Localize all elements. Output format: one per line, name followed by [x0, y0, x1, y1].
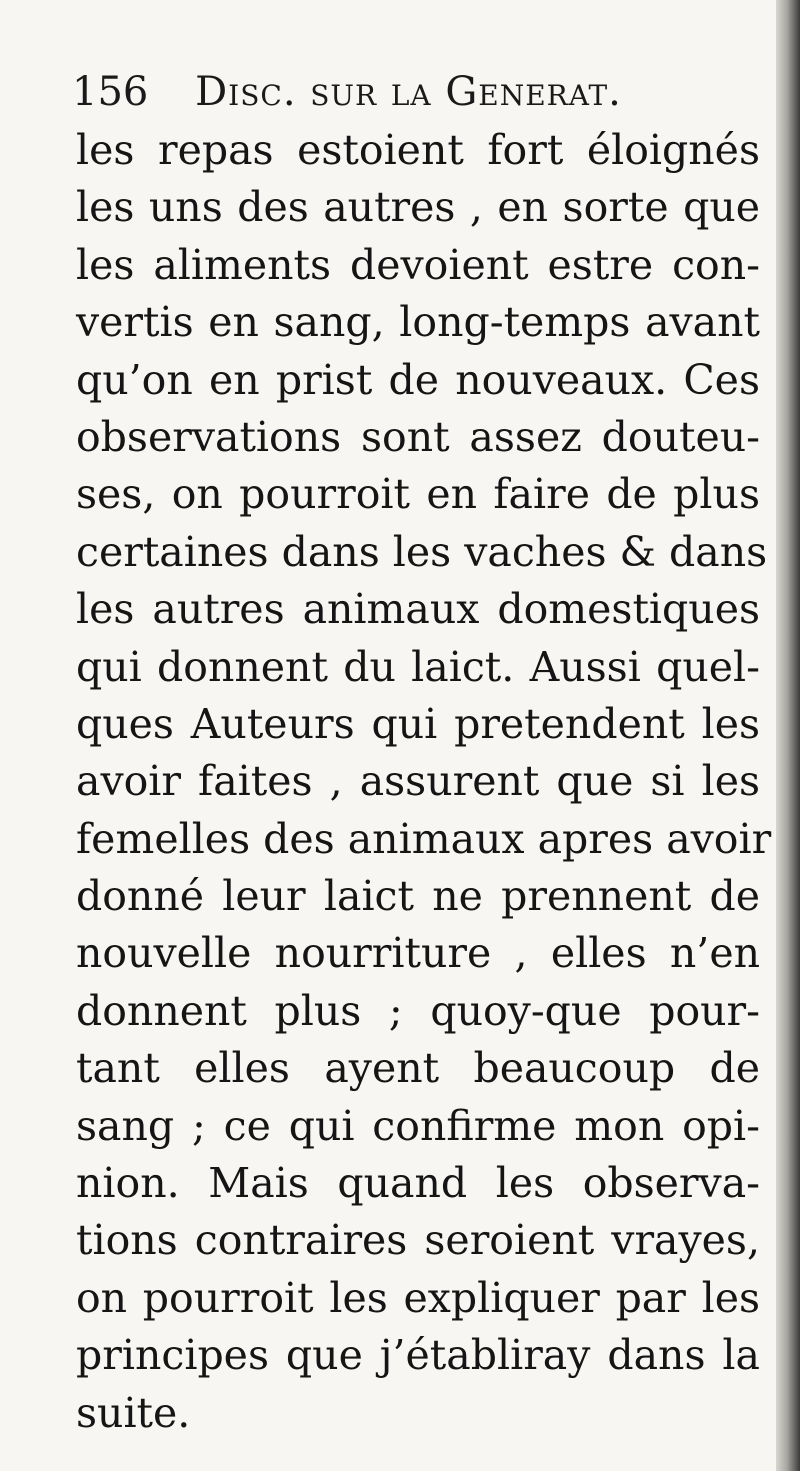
page-number: 156: [72, 69, 149, 115]
page-header: [72, 62, 752, 122]
text-line: qu’on en prist de nouveaux. Ces: [76, 355, 760, 404]
body-text: [76, 122, 772, 1442]
text-line: suite.: [76, 1388, 191, 1437]
text-line: donnent plus ; quoy-que pour-: [76, 986, 760, 1035]
text-line: nion. Mais quand les observa-: [76, 1159, 760, 1208]
text-line: avoir faites , assurent que si les: [76, 757, 760, 806]
text-line: les repas estoient fort éloignés: [76, 126, 760, 174]
text-line: observations sont assez douteu-: [76, 412, 760, 461]
text-line: les aliments devoient estre con-: [76, 240, 760, 289]
text-line: sang ; ce qui confirme mon opi-: [76, 1101, 760, 1150]
text-line: nouvelle nourriture , elles n’en: [76, 929, 760, 978]
running-title: Disc. sur la Generat.: [195, 69, 622, 115]
text-line: les autres animaux domestiques: [76, 585, 760, 634]
text-line: qui donnent du laict. Aussi quel-: [76, 642, 760, 691]
text-line: tant elles ayent beaucoup de: [76, 1044, 760, 1093]
text-line: femelles des animaux apres avoir: [76, 814, 772, 863]
text-line: ses, on pourroit en faire de plus: [76, 470, 760, 519]
text-line: les uns des autres , en sorte que: [76, 183, 760, 232]
text-line: vertis en sang, long-temps avant: [76, 298, 760, 347]
text-line: tions contraires seroient vrayes,: [76, 1216, 760, 1265]
text-line: donné leur laict ne prennent de: [76, 872, 760, 921]
page-edge-shadow: [776, 0, 800, 1471]
text-line: ques Auteurs qui pretendent les: [76, 699, 760, 748]
text-line: certaines dans les vaches & dans: [76, 527, 768, 576]
text-line: principes que j’établiray dans la: [76, 1331, 760, 1380]
text-line: on pourroit les expliquer par les: [76, 1273, 760, 1322]
